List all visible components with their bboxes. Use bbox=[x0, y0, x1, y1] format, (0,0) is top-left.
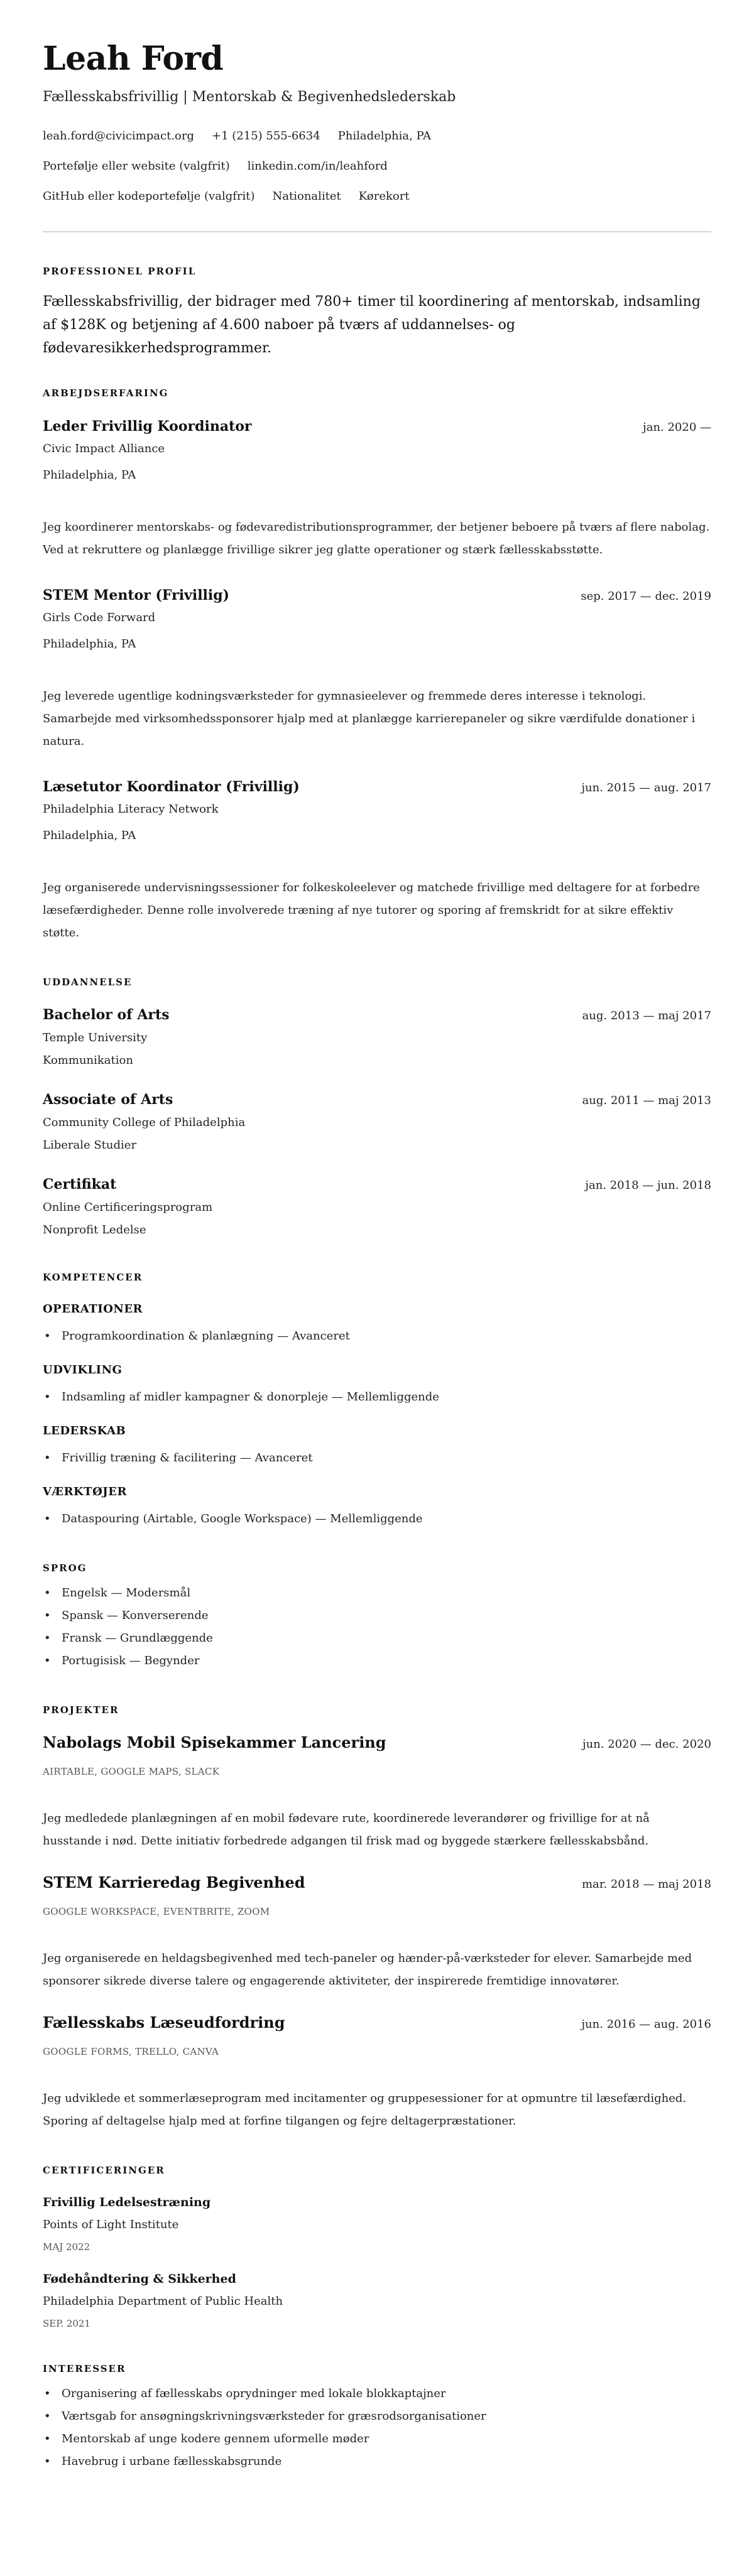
school: Community College of Philadelphia bbox=[43, 1116, 246, 1129]
resume-header bbox=[43, 40, 711, 212]
profile-summary: Fællesskabsfrivillig, der bidrager med 780+ timer til koordinering af mentorskab, indsamling af $128K og betjening af 4.600 naboer på tværs af uddannelses- og fødevaresikkerhedsprogrammer. bbox=[43, 294, 701, 356]
interests-section bbox=[43, 2362, 711, 2473]
project-title: STEM Karrieredag Begivenhed bbox=[43, 1873, 305, 1891]
skill-text: Frivillig træning & facilitering — Avanceret bbox=[62, 1451, 313, 1464]
drivers-license: Kørekort bbox=[358, 190, 410, 203]
job-entry bbox=[43, 777, 711, 944]
phone-number: +1 (215) 555-6634 bbox=[212, 129, 320, 143]
section-title: INTERESSER bbox=[43, 2363, 126, 2374]
interest-item bbox=[43, 2450, 711, 2473]
section-title: UDDANNELSE bbox=[43, 977, 133, 988]
language-item bbox=[43, 1627, 711, 1650]
bullet-icon: • bbox=[44, 1654, 51, 1667]
language-text: Portugisisk — Begynder bbox=[62, 1654, 200, 1667]
project-entry bbox=[43, 1733, 711, 1853]
linkedin-link[interactable]: linkedin.com/in/leahford bbox=[247, 160, 388, 173]
bullet-icon: • bbox=[44, 2432, 51, 2445]
profile-section bbox=[43, 265, 711, 360]
project-title: Nabolags Mobil Spisekammer Lancering bbox=[43, 1733, 386, 1751]
education-date: jan. 2018 — jun. 2018 bbox=[585, 1179, 711, 1192]
field-of-study: Nonprofit Ledelse bbox=[43, 1223, 146, 1237]
project-entry bbox=[43, 1873, 711, 1993]
education-entry bbox=[43, 1090, 711, 1155]
certification-date: MAJ 2022 bbox=[43, 2241, 90, 2253]
language-text: Engelsk — Modersmål bbox=[62, 1586, 191, 1599]
certifications-section bbox=[43, 2164, 711, 2331]
job-title: Læsetutor Koordinator (Frivillig) bbox=[43, 779, 300, 795]
skill-item bbox=[43, 1386, 711, 1409]
skill-list bbox=[43, 1325, 711, 1348]
certification-title: Fødehåndtering & Sikkerhed bbox=[43, 2272, 236, 2286]
experience-section bbox=[43, 387, 711, 944]
skill-list bbox=[43, 1508, 711, 1530]
bullet-icon: • bbox=[44, 1586, 51, 1599]
job-entry bbox=[43, 586, 711, 753]
interest-item bbox=[43, 2428, 711, 2450]
bullet-icon: • bbox=[44, 2387, 51, 2400]
bullet-icon: • bbox=[44, 1512, 51, 1525]
headline: Fællesskabsfrivillig | Mentorskab & Begivenhedslederskab bbox=[43, 89, 456, 105]
bullet-icon: • bbox=[44, 1609, 51, 1622]
bullet-icon: • bbox=[44, 2455, 51, 2468]
bullet-icon: • bbox=[44, 1329, 51, 1343]
certification-title: Frivillig Ledelsestræning bbox=[43, 2195, 211, 2209]
language-item bbox=[43, 1605, 711, 1627]
skill-category: UDVIKLING bbox=[43, 1363, 123, 1377]
bullet-icon: • bbox=[44, 1632, 51, 1645]
bullet-icon: • bbox=[44, 1390, 51, 1404]
project-date: mar. 2018 — maj 2018 bbox=[581, 1878, 711, 1891]
email-link[interactable]: leah.ford@civicimpact.org bbox=[43, 129, 195, 143]
skill-category: OPERATIONER bbox=[43, 1302, 143, 1316]
education-date: aug. 2013 — maj 2017 bbox=[582, 1009, 711, 1022]
contact-row bbox=[43, 181, 711, 212]
certification-org: Points of Light Institute bbox=[43, 2218, 179, 2231]
job-company: Civic Impact Alliance bbox=[43, 442, 165, 455]
degree: Certifikat bbox=[43, 1176, 117, 1193]
language-text: Spansk — Konverserende bbox=[62, 1609, 209, 1622]
github-link[interactable]: GitHub eller kodeportefølje (valgfrit) bbox=[43, 190, 255, 203]
skill-text: Indsamling af midler kampagner & donorpleje — Mellemliggende bbox=[62, 1390, 439, 1404]
project-date: jun. 2016 — aug. 2016 bbox=[581, 2018, 711, 2031]
job-date: sep. 2017 — dec. 2019 bbox=[581, 590, 711, 603]
project-description: Jeg udviklede et sommerlæseprogram med incitamenter og gruppesessioner for at opmuntre til læsefærdighed. Sporing af deltagelse hjalp med at forfine tilgangen og fejre deltagerpræstationer. bbox=[43, 2092, 687, 2128]
header-divider bbox=[43, 231, 711, 232]
job-description: Jeg leverede ugentlige kodningsværksteder for gymnasieelever og fremmede deres interesse i teknologi. Samarbejde med virksomhedssponsorer hjalp med at planlægge karrierepaneler og sikre værdifulde donationer i natura. bbox=[43, 690, 696, 748]
language-item bbox=[43, 1650, 711, 1672]
interest-text: Organisering af fællesskabs oprydninger med lokale blokkaptajner bbox=[62, 2387, 446, 2400]
interest-list bbox=[43, 2383, 711, 2473]
skill-list bbox=[43, 1447, 711, 1469]
job-location: Philadelphia, PA bbox=[43, 829, 136, 842]
field-of-study: Kommunikation bbox=[43, 1054, 133, 1067]
language-item bbox=[43, 1582, 711, 1605]
job-entry bbox=[43, 417, 711, 561]
section-title: ARBEJDSERFARING bbox=[43, 387, 169, 399]
skill-item bbox=[43, 1447, 711, 1469]
skill-category: LEDERSKAB bbox=[43, 1424, 126, 1437]
contact-row bbox=[43, 151, 711, 181]
skill-category: VÆRKTØJER bbox=[43, 1485, 127, 1498]
job-title: Leder Frivillig Koordinator bbox=[43, 418, 252, 435]
bullet-icon: • bbox=[44, 2410, 51, 2423]
project-description: Jeg medledede planlægningen af en mobil fødevare rute, koordinerede leverandører og frivillige for at nå husstande i nød. Dette initiativ forbedrede adgangen til frisk mad og byggede stærkere fællesskabsbånd. bbox=[43, 1812, 650, 1848]
project-entry bbox=[43, 2013, 711, 2133]
degree: Associate of Arts bbox=[43, 1091, 173, 1108]
interest-text: Mentorskab af unge kodere gennem uformelle møder bbox=[62, 2432, 369, 2445]
school: Temple University bbox=[43, 1031, 148, 1044]
school: Online Certificeringsprogram bbox=[43, 1201, 213, 1214]
skill-item bbox=[43, 1325, 711, 1348]
skill-item bbox=[43, 1508, 711, 1530]
interest-item bbox=[43, 2405, 711, 2428]
contact-location: Philadelphia, PA bbox=[337, 129, 432, 143]
job-date: jan. 2020 — bbox=[643, 421, 711, 434]
education-date: aug. 2011 — maj 2013 bbox=[582, 1094, 711, 1107]
project-tech: GOOGLE FORMS, TRELLO, CANVA bbox=[43, 2046, 219, 2057]
website-link[interactable]: Portefølje eller website (valgfrit) bbox=[43, 160, 230, 173]
section-title: PROFESSIONEL PROFIL bbox=[43, 266, 197, 277]
skill-text: Programkoordination & planlægning — Avanceret bbox=[62, 1329, 350, 1343]
contact-info bbox=[43, 121, 711, 212]
skill-list bbox=[43, 1386, 711, 1409]
project-description: Jeg organiserede en heldagsbegivenhed med tech-paneler og hænder-på-værksteder for elever. Samarbejde med sponsorer sikrede diverse talere og engagerende aktiviteter, der inspirerede fremtidige innovatører. bbox=[43, 1952, 692, 1988]
languages-section bbox=[43, 1562, 711, 1672]
interest-text: Værtsgab for ansøgningskrivningsværksteder for græsrodsorganisationer bbox=[62, 2410, 486, 2423]
section-title: SPROG bbox=[43, 1562, 87, 1574]
language-list bbox=[43, 1582, 711, 1672]
job-company: Girls Code Forward bbox=[43, 611, 156, 624]
project-tech: GOOGLE WORKSPACE, EVENTBRITE, ZOOM bbox=[43, 1906, 270, 1917]
section-title: KOMPETENCER bbox=[43, 1272, 143, 1283]
job-description: Jeg organiserede undervisningssessioner for folkeskoleelever og matchede frivillige med deltagere for at forbedre læsefærdigheder. Denne rolle involverede træning af nye tutorer og sporing af fremskridt for at sikre effektiv støtte. bbox=[43, 881, 700, 939]
job-date: jun. 2015 — aug. 2017 bbox=[581, 781, 711, 794]
projects-section bbox=[43, 1704, 711, 2133]
job-title: STEM Mentor (Frivillig) bbox=[43, 587, 230, 603]
nationality: Nationalitet bbox=[272, 190, 341, 203]
certification-date: SEP. 2021 bbox=[43, 2318, 90, 2329]
section-title: CERTIFICERINGER bbox=[43, 2165, 165, 2176]
skill-text: Dataspouring (Airtable, Google Workspace) — Mellemliggende bbox=[62, 1512, 423, 1525]
interest-item bbox=[43, 2383, 711, 2405]
contact-row bbox=[43, 121, 711, 151]
project-title: Fællesskabs Læseudfordring bbox=[43, 2013, 285, 2032]
education-entry bbox=[43, 1005, 711, 1070]
candidate-name: Leah Ford bbox=[43, 40, 224, 78]
certification-entry bbox=[43, 2194, 711, 2254]
interest-text: Havebrug i urbane fællesskabsgrunde bbox=[62, 2455, 282, 2468]
skills-section bbox=[43, 1271, 711, 1530]
job-location: Philadelphia, PA bbox=[43, 468, 136, 482]
job-company: Philadelphia Literacy Network bbox=[43, 803, 219, 816]
degree: Bachelor of Arts bbox=[43, 1007, 170, 1023]
bullet-icon: • bbox=[44, 1451, 51, 1464]
education-entry bbox=[43, 1175, 711, 1240]
field-of-study: Liberale Studier bbox=[43, 1139, 137, 1152]
education-section bbox=[43, 976, 711, 1240]
section-title: PROJEKTER bbox=[43, 1704, 119, 1716]
project-tech: AIRTABLE, GOOGLE MAPS, SLACK bbox=[43, 1766, 220, 1777]
job-description: Jeg koordinerer mentorskabs- og fødevaredistributionsprogrammer, der betjener beboere på tværs af flere nabolag. Ved at rekruttere og planlægge frivillige sikrer jeg glatte operationer og stærk fællesskabsstøtte. bbox=[43, 521, 710, 556]
certification-entry bbox=[43, 2271, 711, 2331]
project-date: jun. 2020 — dec. 2020 bbox=[582, 1738, 711, 1751]
certification-org: Philadelphia Department of Public Health bbox=[43, 2295, 283, 2308]
job-location: Philadelphia, PA bbox=[43, 637, 136, 651]
language-text: Fransk — Grundlæggende bbox=[62, 1632, 213, 1645]
